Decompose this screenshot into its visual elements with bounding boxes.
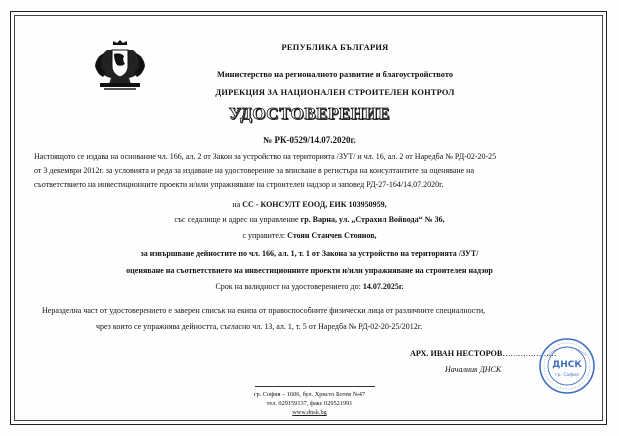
- coat-of-arms-icon: [90, 36, 150, 92]
- certificate-number: № РК-0529/14.07.2020г.: [263, 135, 356, 145]
- stamp-city-text: гр. София: [555, 373, 579, 378]
- company-name: СС - КОНСУЛТ ЕООД, ЕИК 103950959,: [242, 200, 387, 209]
- footer-phone: тел. 029159137, факс 029521991: [266, 400, 353, 407]
- signature-dots: …………………: [502, 349, 557, 358]
- annex-line-1: Неразделна част от удостоверението е заверен списък на екипа от правоспособните физически лица от различните специалности,: [42, 306, 486, 315]
- company-prefix: на: [232, 200, 243, 209]
- directorate-heading: ДИРЕКЦИЯ ЗА НАЦИОНАЛЕН СТРОИТЕЛЕН КОНТРОЛ: [215, 88, 455, 97]
- signatory: [410, 349, 556, 358]
- company-line: [0, 200, 619, 209]
- activity-line-1: за извършване дейностите по чл. 166, ал. 1, т. 1 от Закона за устройство на територията /ЗУТ/: [140, 249, 479, 258]
- manager-line: [0, 231, 619, 240]
- validity-prefix: Срок на валидност на удостоверението до:: [215, 282, 363, 291]
- footer-website: [0, 409, 619, 416]
- footer-address: гр. София – 1606, бул. Христо Ботев №47: [253, 391, 366, 398]
- validity-line: [0, 282, 619, 291]
- body-line-2: от 3 декември 2012г. за условията и реда за издаване на удостоверение за вписване в регистъра на консултантите за оценяване на: [34, 166, 475, 175]
- activity-line-2: оценяване на съответствието на инвестиционните проекти и/или упражняване на строителен надзор: [126, 266, 493, 275]
- signatory-role: Началник ДНСК: [445, 365, 502, 374]
- validity-date: 14.07.2025г.: [362, 282, 404, 291]
- official-stamp: [538, 337, 596, 395]
- footer-separator: [255, 386, 375, 387]
- manager-name: Стоян Станчев Стоянов,: [287, 231, 377, 240]
- republic-heading: РЕПУБЛИКА БЪЛГАРИЯ: [281, 43, 389, 52]
- stamp-center-text: ДНСК: [552, 360, 582, 370]
- annex-line-2: чрез които се упражнява дейността, съгласно чл. 13, ал. 1, т. 5 от Наредба № РД-02-20-25/2012г.: [96, 322, 423, 331]
- website-link[interactable]: www.dnsk.bg: [292, 409, 327, 416]
- seat-address: гр. Варна, ул. „Страхил Войвода“ № 36,: [300, 215, 445, 224]
- manager-prefix: с управител:: [242, 231, 288, 240]
- seat-prefix: със седалище и адрес на управление: [174, 215, 301, 224]
- document-title: УДОСТОВЕРЕНИЕ: [228, 104, 391, 123]
- ministry-heading: Министерство на регионалното развитие и благоустройството: [216, 70, 454, 79]
- body-line-3: съответствието на инвестиционните проекти и/или упражняване на строителен надзор и заповед РД-27-164/14.07.2020г.: [34, 180, 444, 189]
- signatory-name: АРХ. ИВАН НЕСТОРОВ: [410, 349, 503, 358]
- seat-line: [0, 215, 619, 224]
- body-line-1: Настоящото се издава на основание чл. 166, ал. 2 от Закон за устройство на територията /ЗУТ/ и чл. 16, ал. 2 от Наредба № РД-02-20-25: [34, 152, 497, 161]
